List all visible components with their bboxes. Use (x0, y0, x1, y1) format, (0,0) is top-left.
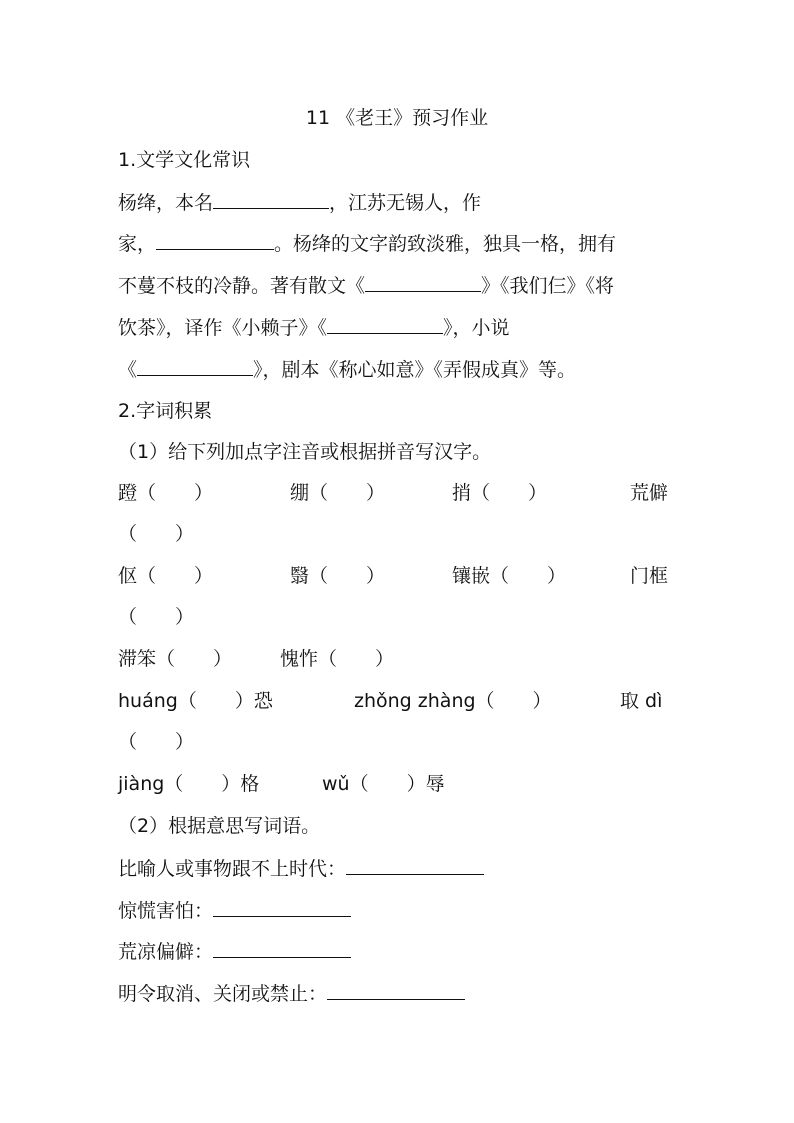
definition-text: 明令取消、关闭或禁止： (118, 983, 328, 1005)
answer-blank-def-3[interactable] (213, 937, 351, 958)
text: 杨绛，本名 (118, 192, 214, 214)
word-item: 荒僻 (630, 482, 669, 504)
pinyin-item: wǔ（ ）辱 (322, 773, 445, 795)
definition-1 (118, 854, 484, 883)
pinyin-item: huáng（ ）恐 (118, 690, 273, 712)
word-item: 蹬（ ） (118, 482, 214, 504)
pinyin-item: 取 dì (620, 690, 663, 712)
definition-text: 比喻人或事物跟不上时代： (118, 858, 347, 880)
section1-line-4 (118, 313, 510, 342)
section1-line-3 (118, 271, 614, 300)
definition-3 (118, 937, 351, 966)
text: 饮茶》，译作《小赖子》《 (118, 317, 328, 339)
answer-blank-novel[interactable] (137, 355, 253, 376)
definition-4 (118, 979, 465, 1008)
text: 》《我们仨》《将 (481, 275, 615, 297)
question-1: （1）给下列加点字注音或根据拼音写汉字。 (118, 441, 492, 463)
pinyin-item: zhǒng zhàng（ ） (354, 690, 552, 712)
answer-blank-translation[interactable] (327, 313, 443, 334)
word-item: 滞笨（ ） (118, 648, 233, 670)
word-item: 绷（ ） (290, 482, 386, 504)
text: 家， (118, 233, 157, 255)
definition-text: 荒凉偏僻： (118, 941, 214, 963)
definition-text: 惊慌害怕： (118, 900, 214, 922)
section1-heading: 1.文学文化常识 (118, 149, 251, 171)
word-item: 愧怍（ ） (280, 648, 395, 670)
section2-heading: 2.字词积累 (118, 400, 213, 422)
answer-blank-def-2[interactable] (213, 896, 351, 917)
word-item: 伛（ ） (118, 565, 214, 587)
pinyin-item: jiàng（ ）格 (118, 773, 260, 795)
page-title: 11 《老王》预习作业 (305, 107, 489, 129)
pinyin-row-1-continued: （ ） (118, 731, 195, 753)
answer-blank-def-1[interactable] (346, 854, 484, 875)
question-2: （2）根据意思写词语。 (118, 815, 321, 837)
text: 不蔓不枝的冷静。著有散文《 (118, 275, 366, 297)
answer-blank-identity[interactable] (156, 229, 274, 250)
answer-blank-essay[interactable] (365, 271, 481, 292)
text: 》，剧本《称心如意》《弄假成真》等。 (253, 359, 577, 381)
word-row-1-continued: （ ） (118, 523, 195, 545)
word-item: 门框 (630, 565, 669, 587)
text: 。杨绛的文字韵致淡雅，独具一格，拥有 (274, 233, 617, 255)
word-item: 镶嵌（ ） (452, 565, 567, 587)
section1-line-1 (118, 188, 481, 217)
section1-line-2 (118, 229, 616, 258)
text: ，江苏无锡人，作 (329, 192, 482, 214)
word-row-2-continued: （ ） (118, 606, 195, 628)
word-item: 翳（ ） (290, 565, 386, 587)
definition-2 (118, 896, 351, 925)
section1-line-5 (118, 355, 576, 384)
text: 《 (118, 359, 138, 381)
answer-blank-real-name[interactable] (213, 188, 329, 209)
text: 》，小说 (443, 317, 510, 339)
answer-blank-def-4[interactable] (327, 979, 465, 1000)
word-item: 捎（ ） (452, 482, 548, 504)
